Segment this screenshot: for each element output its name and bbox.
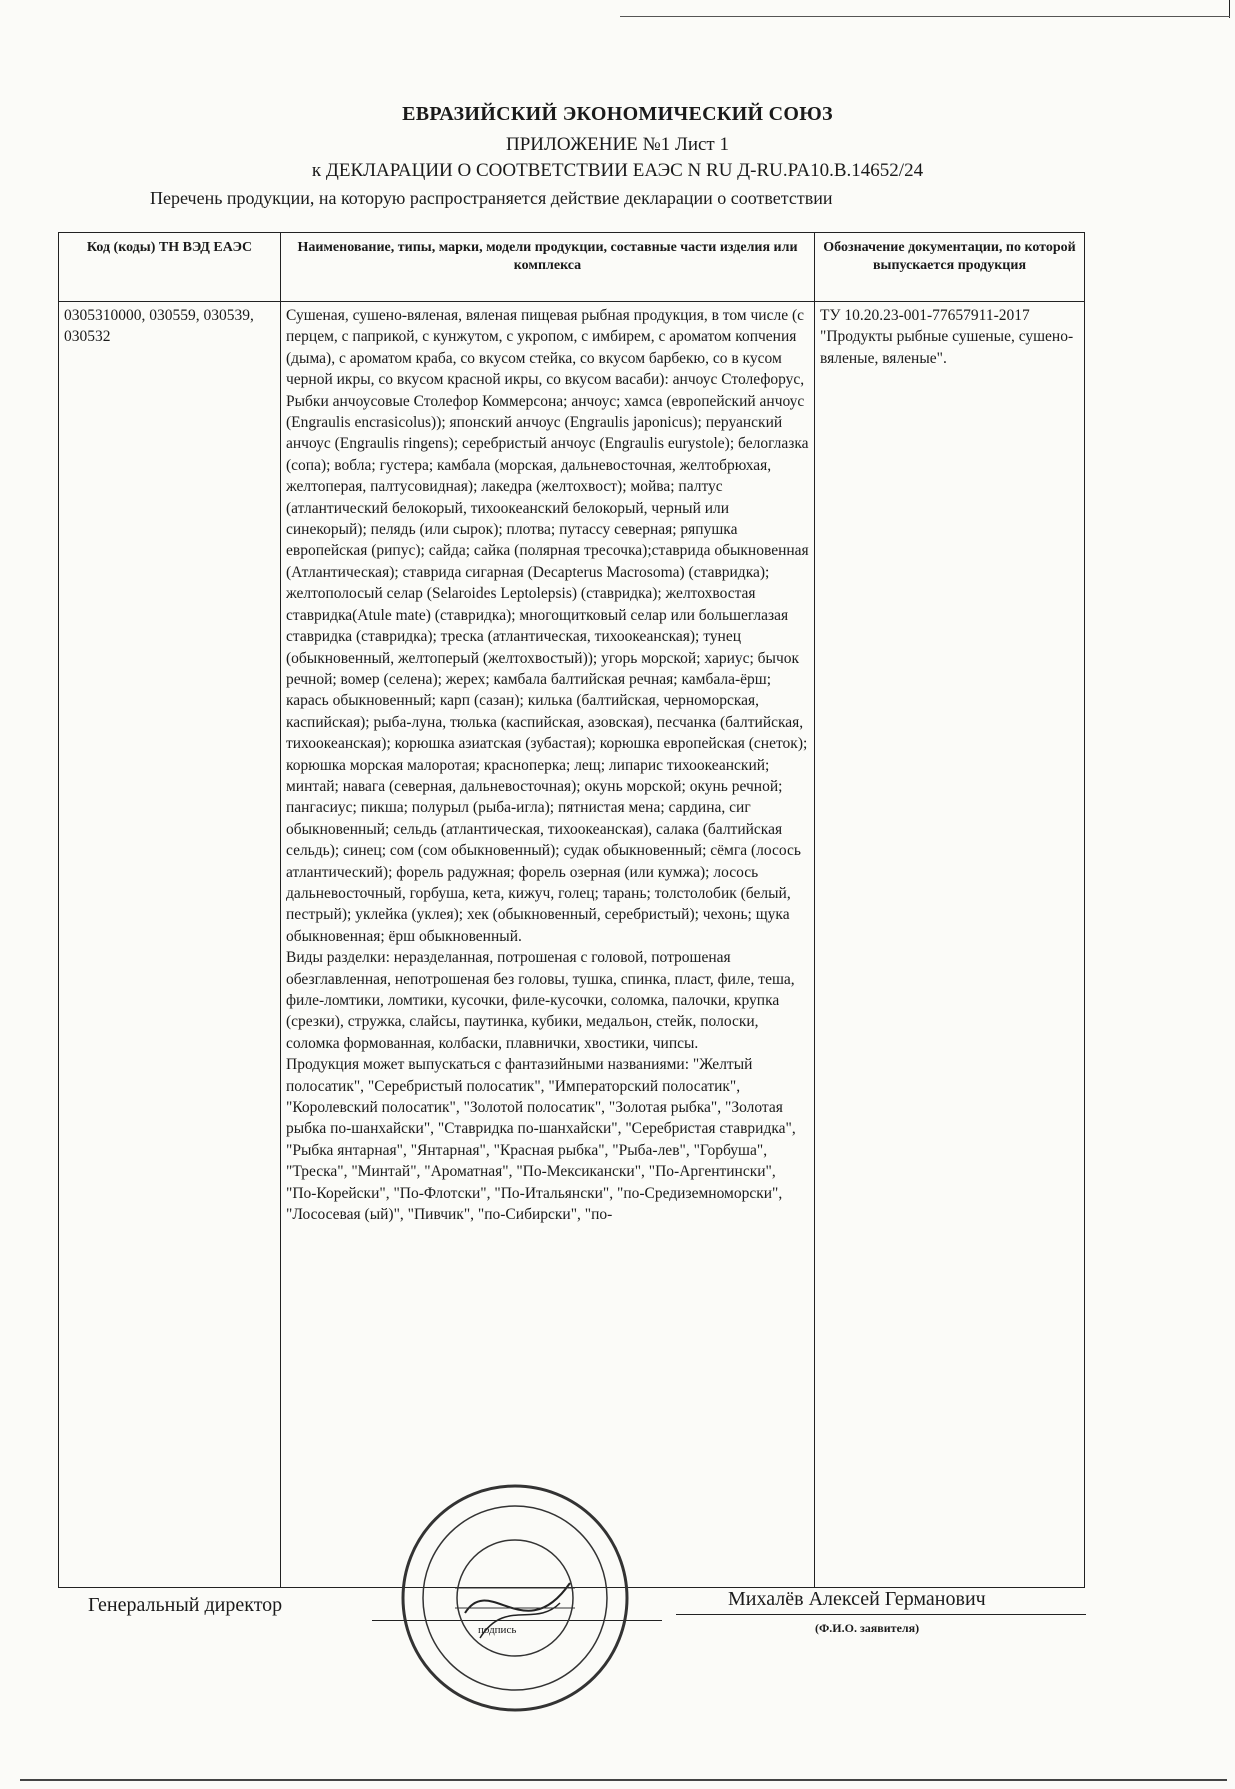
page-edge-line [620, 16, 1230, 17]
name-caption: (Ф.И.О. заявителя) [815, 1621, 920, 1635]
doc-text: ТУ 10.20.23-001-77657911-2017 "Продукты рыбные сушеные, сушено-вяленые, вяленые". [820, 307, 1074, 367]
list-title: Перечень продукции, на которую распространяется действие декларации о соответствии [150, 188, 833, 208]
signer-position: Генеральный директор [88, 1594, 283, 1616]
header-name: Наименование, типы, марки, модели продукции, составные части изделия или комплекса [281, 233, 815, 302]
signer-name: Михалёв Алексей Германович [728, 1588, 986, 1610]
product-table [58, 232, 1085, 1588]
cell-doc [815, 302, 1085, 1588]
company-seal [395, 1478, 635, 1718]
cell-description [281, 302, 815, 1588]
header-doc: Обозначение документации, по которой выпускается продукция [815, 233, 1085, 302]
page-bottom-line [20, 1779, 1227, 1781]
union-title: ЕВРАЗИЙСКИЙ ЭКОНОМИЧЕСКИЙ СОЮЗ [402, 103, 833, 125]
table-row [59, 302, 1085, 1588]
declaration-title: к ДЕКЛАРАЦИИ О СООТВЕТСТВИИ ЕАЭС N RU Д-RU.PA10.B.14652/24 [311, 160, 924, 181]
signature-caption: подпись [478, 1624, 517, 1636]
cell-codes [59, 302, 281, 1588]
table-header-row [59, 233, 1085, 302]
header-code: Код (коды) ТН ВЭД ЕАЭС [59, 233, 281, 302]
fantasy-names: Продукция может выпускаться с фантазийными названиями: "Желтый полосатик", "Серебристый полосатик", "Императорский полосатик", "Королевский полосатик", "Золотой полосатик", "Золотая рыбка", "Золотая рыбка по-шанхайски", "Ставридка по-шанхайски", "Серебристая ставридка", "Рыбка янтарная", "Янтарная", "Красная рыбка", "Рыба-лев", "Горбуша", "Треска", "Минтай", "Ароматная", "По-Мексикански", "По-Аргентински", "По-Корейски", "По-Флотски", "По-Итальянски", "по-Средиземноморски", "Лососевая (ый)", "Пивчик", "по-Сибирски", "по- [286, 1056, 796, 1224]
name-line [676, 1614, 1086, 1615]
appendix-title: ПРИЛОЖЕНИЕ №1 Лист 1 [506, 134, 729, 155]
codes-text: 0305310000, 030559, 030539, 030532 [64, 307, 254, 346]
cutting-types: Виды разделки: неразделанная, потрошеная с головой, потрошеная обезглавленная, непотрошеная без головы, тушка, спинка, пласт, филе, теша, филе-ломтики, ломтики, кусочки, филе-кусочки, соломка, палочки, крупка (срезки), стружка, слайсы, паутинка, кубики, медальон, стейк, полоски, соломка формованная, колбаски, плавнички, хвостики, чипсы. [286, 949, 795, 1052]
product-description: Сушеная, сушено-вяленая, вяленая пищевая рыбная продукция, в том числе (с перцем, с паприкой, с кунжутом, с укропом, с имбирем, с ароматом копчения (дыма), с ароматом краба, со вкусом стейка, со вкусом барбекю, со в кусом черной икры, со вкусом красной икры, со вкусом васаби): анчоус Столефорус, Рыбки анчоусовые Столефор Коммерсона; анчоус; хамса (европейский анчоус (Engraulis encrasicolus)); японский анчоус (Engraulis japonicus); перуанский анчоус (Engraulis ringens); серебристый анчоус (Engraulis eurystole); белоглазка (сопа); вобла; густера; камбала (морская, дальневосточная, желтобрюхая, желтоперая, палтусовидная); лакедра (желтохвост); мойва; палтус (атлантический белокорый, тихоокеанский белокорый, черный или синекорый); пелядь (или сырок); плотва; путассу северная; ряпушка европейская (рипус); сайда; сайка (полярная тресочка);ставрида обыкновенная (Атлантическая); ставрида сигарная (Decapterus Macrosoma) (ставридка); желтополосый селар (Selaroides Leptolepsis) (ставридка); желтохвостая ставридка(Atule mate) (ставридка); многощитковый селар или большеглазая ставридка (ставридка); треска (атлантическая, тихоокеанская); тунец (обыкновенный, желтоперый (желтохвостый)); угорь морской; хариус; бычок речной; вомер (селена); жерех; камбала балтийская речная; камбала-ёрш; карась обыкновенный; карп (сазан); килька (балтийская, черноморская, каспийская); рыба-луна, тюлька (каспийская, азовская), песчанка (балтийская, тихоокеанская); корюшка азиатская (зубастая); корюшка европейская (снеток); корюшка морская малоротая; красноперка; лещ; липарис тихоокеанский; минтай; навага (северная, дальневосточная); окунь морской; окунь речной; пангасиус; пикша; полурыл (рыба-игла); пятнистая мена; сардина, сиг обыкновенный; сельдь (атлантическая, тихоокеанская), салака (балтийская сельдь); синец; сом (сом обыкновенный); судак обыкновенный; сёмга (лосось атлантический); форель радужная; форель озерная (или кумжа); лосось дальневосточный, горбуша, кета, кижуч, голец; тарань; толстолобик (белый, пестрый); уклейка (уклея); хек (обыкновенный, серебристый); чехонь; щука обыкновенная; ёрш обыкновенный. [286, 307, 809, 945]
